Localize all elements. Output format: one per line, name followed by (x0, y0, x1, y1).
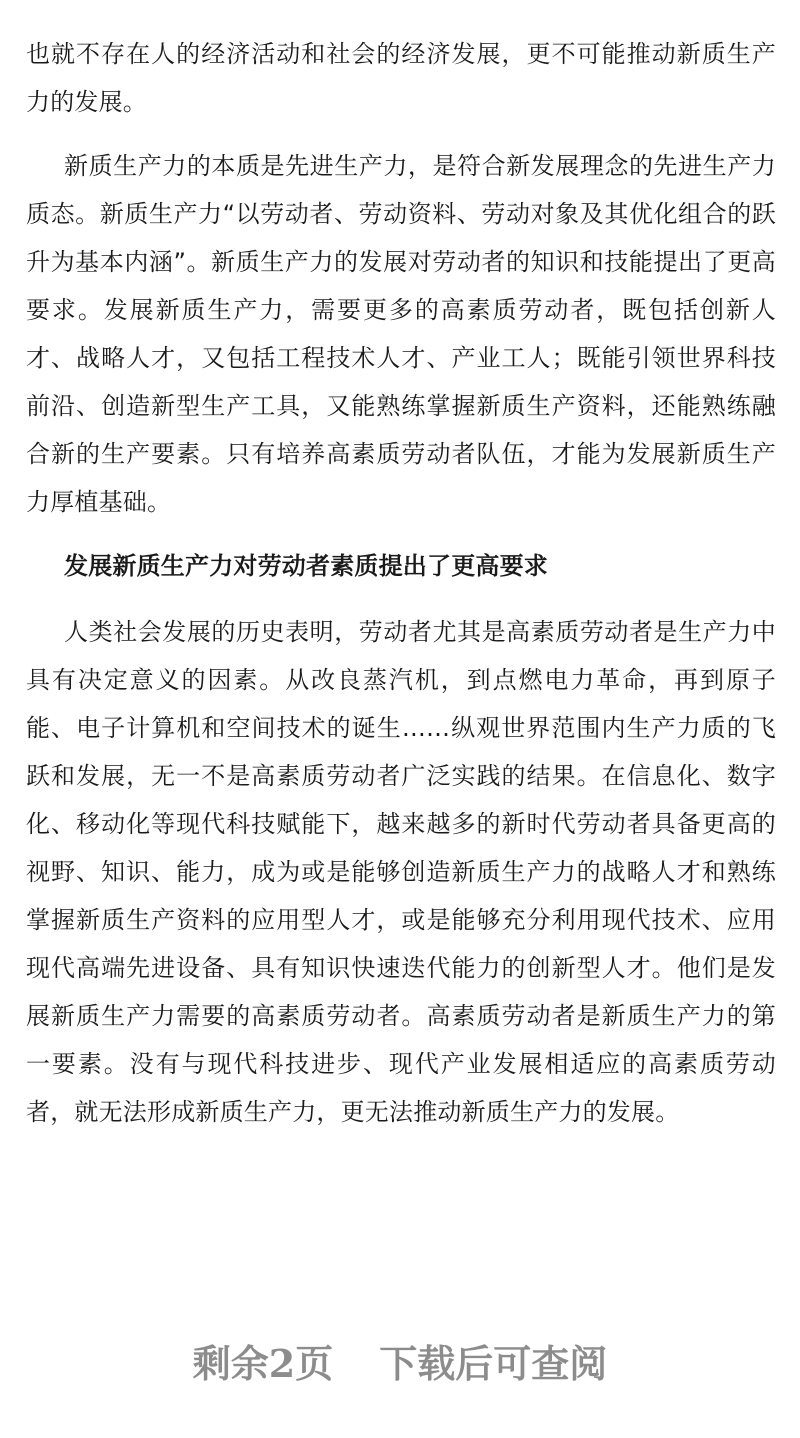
section-heading: 发展新质生产力对劳动者素质提出了更高要求 (64, 552, 548, 580)
download-to-view-label: 下载后可查阅 (379, 1340, 608, 1386)
paragraph-continuation: 也就不存在人的经济活动和社会的经济发展，更不可能推动新质生产力的发展。 (26, 40, 776, 116)
remaining-pages-label: 剩余2页 (192, 1340, 334, 1386)
paragraph-history: 人类社会发展的历史表明，劳动者尤其是高素质劳动者是生产力中具有决定意义的因素。从改良蒸汽机，到点燃电力革命，再到原子能、电子计算机和空间技术的诞生……纵观世界范围内生产力质的飞跃和发展，无一不是高素质劳动者广泛实践的结果。在信息化、数字化、移动化等现代科技赋能下，越来越多的新时代劳动者具备更高的视野、知识、能力，成为或是能够创造新质生产力的战略人才和熟练掌握新质生产资料的应用型人才，或是能够充分利用现代技术、应用现代高端先进设备、具有知识快速迭代能力的创新型人才。他们是发展新质生产力需要的高素质劳动者。高素质劳动者是新质生产力的第一要素。没有与现代科技进步、现代产业发展相适应的高素质劳动者，就无法形成新质生产力，更无法推动新质生产力的发展。 (26, 618, 776, 1126)
download-prompt-banner[interactable] (0, 1330, 800, 1390)
article-body (26, 30, 776, 1152)
paragraph-essence: 新质生产力的本质是先进生产力，是符合新发展理念的先进生产力质态。新质生产力“以劳动者、劳动资料、劳动对象及其优化组合的跃升为基本内涵”。新质生产力的发展对劳动者的知识和技能提出了更高要求。发展新质生产力，需要更多的高素质劳动者，既包括创新人才、战略人才，又包括工程技术人才、产业工人；既能引领世界科技前沿、创造新型生产工具，又能熟练掌握新质生产资料，还能熟练融合新的生产要素。只有培养高素质劳动者队伍，才能为发展新质生产力厚植基础。 (26, 152, 776, 516)
